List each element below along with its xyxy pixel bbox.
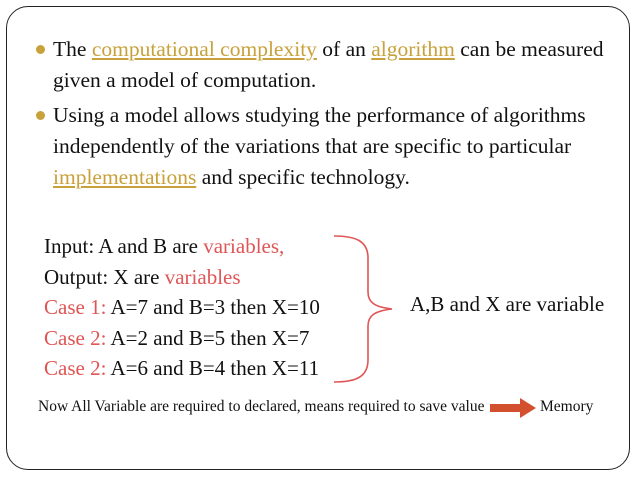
bullet-item-model [36, 100, 616, 193]
bullet-dot-icon [36, 111, 45, 120]
bullet-list [36, 34, 616, 197]
input-label: Input: A and B are [44, 234, 204, 258]
bullet1-text-2: of an [316, 37, 372, 61]
bullet-dot-icon [36, 45, 45, 54]
case-1-line [44, 292, 320, 323]
output-label: Output: X are [44, 264, 165, 289]
case-3-label: Case 2: [44, 356, 111, 380]
case-2-line [44, 323, 320, 354]
algorithm-link[interactable]: algorithm [371, 37, 455, 61]
case-2-values: A=2 and B=5 then X=7 [110, 325, 310, 350]
right-curly-brace-icon [332, 234, 404, 384]
case-3-values: A=6 and B=4 then X=11 [110, 356, 320, 380]
bullet1-text-3: can be measured given a model of computation. [53, 37, 604, 92]
implementations-link[interactable]: implementations [53, 165, 197, 189]
bullet1-text-1: The [53, 37, 92, 61]
right-arrow-icon [490, 398, 536, 418]
case-1-values: A=7 and B=3 then X=10 [110, 295, 320, 319]
output-line [44, 262, 320, 293]
memory-label: Memory [540, 398, 594, 415]
footer-note: Now All Variable are required to declared, means required to save value [38, 398, 485, 415]
case-2-label: Case 2: [44, 325, 111, 350]
bullet-item-complexity [36, 34, 616, 96]
bullet2-text-2: and specific technology. [196, 165, 410, 189]
brace-label: A,B and X are variable [410, 292, 605, 316]
bullet2-text-1: Using a model allows studying the performance of algorithms independently of the variations that are specific to particular [53, 103, 586, 158]
example-block [44, 231, 320, 384]
input-variables: variables, [203, 234, 285, 258]
computational-complexity-link[interactable]: computational complexity [91, 37, 317, 61]
output-variables: variables [164, 264, 241, 289]
case-1-label: Case 1: [44, 295, 111, 319]
case-3-line [44, 353, 320, 384]
input-line [44, 231, 320, 262]
